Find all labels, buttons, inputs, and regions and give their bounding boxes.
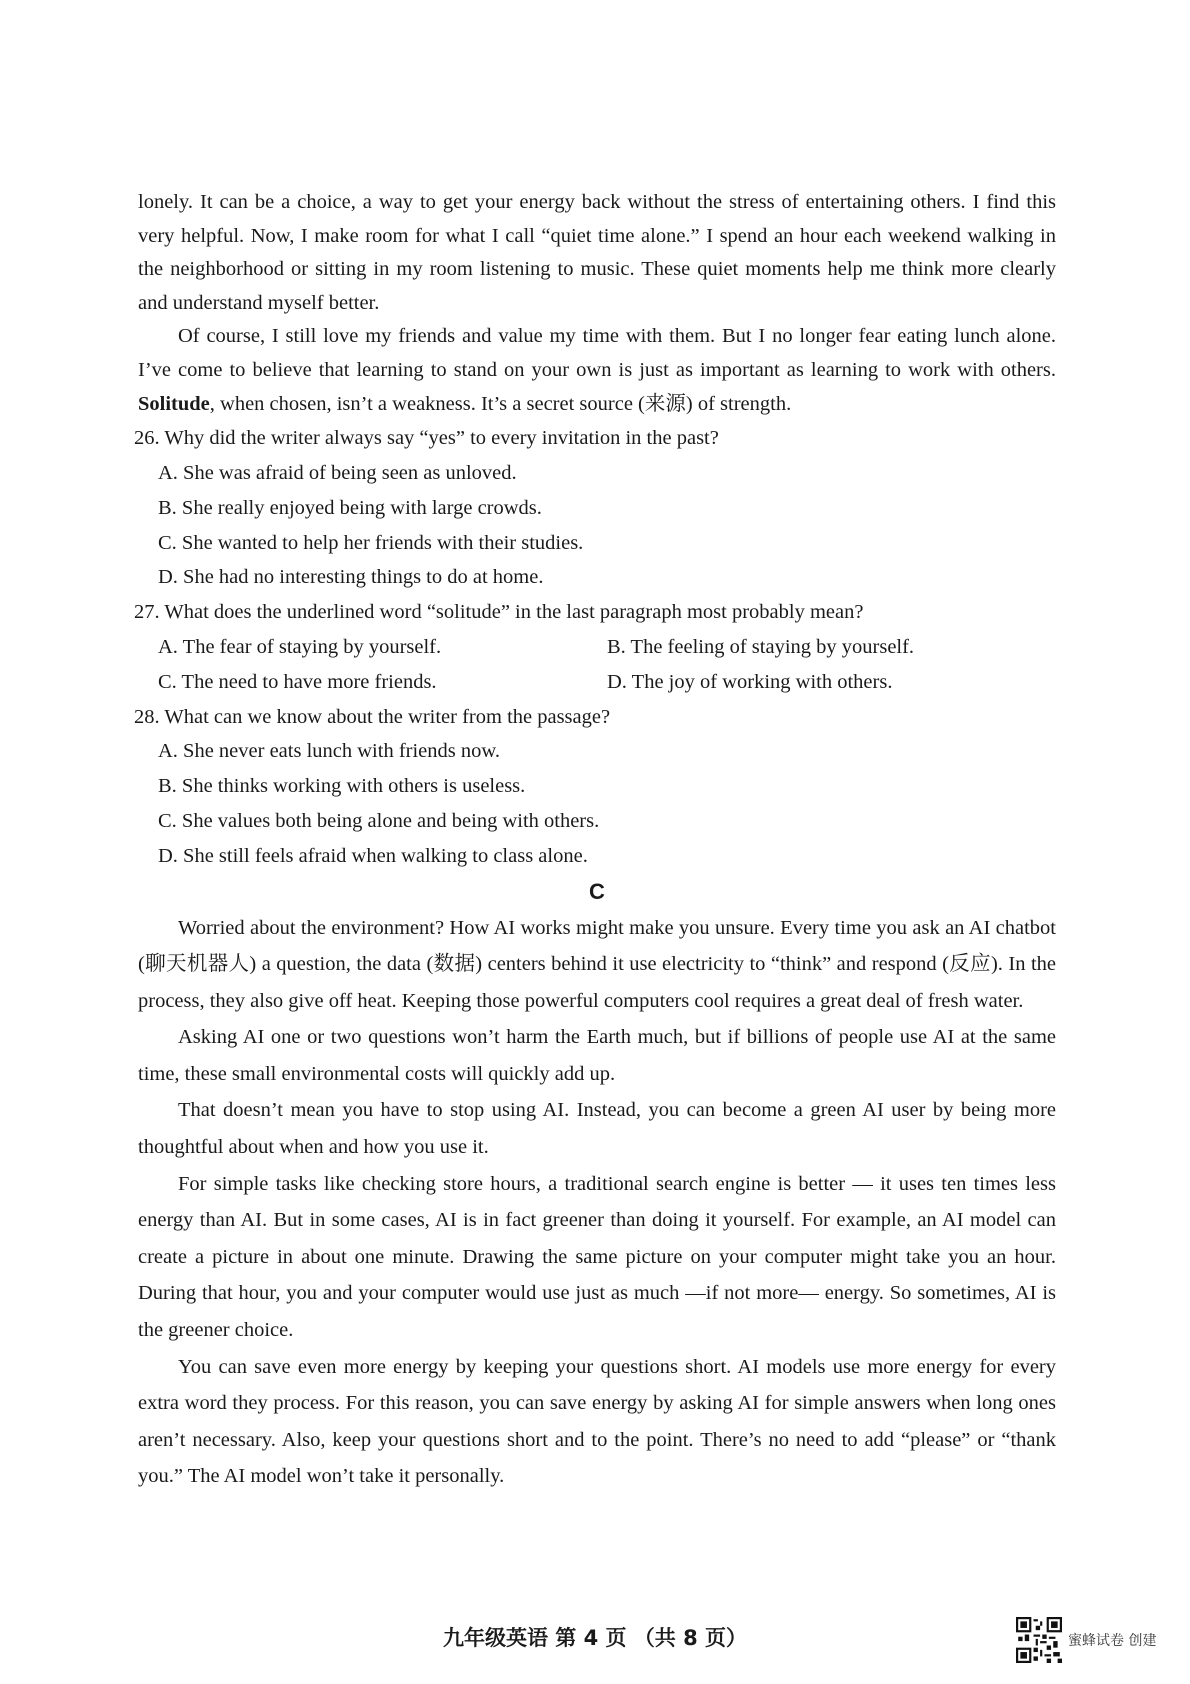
option-b: B. She thinks working with others is useless.	[158, 775, 526, 798]
question-stem: 28. What can we know about the writer from the passage?	[134, 705, 611, 728]
paragraph-text: Of course, I still love my friends and value my time with them. But I no longer fear eating lunch alone. I’ve come to believe that learning to stand on your own is just as important as learning to work with others.	[138, 325, 1056, 381]
watermark	[1016, 1617, 1156, 1663]
question-26	[134, 421, 1056, 595]
passage-c	[138, 910, 1056, 1496]
page-content	[134, 186, 1056, 1495]
question-27	[134, 595, 1056, 699]
option-row	[138, 630, 1056, 665]
watermark-text: 蜜蜂试卷 创建	[1068, 1633, 1157, 1649]
passage-paragraph: For simple tasks like checking store hours, a traditional search engine is better — it uses ten times less energy than AI. But in some cases, AI is in fact greener than doing it yourself. For example, an AI model can create a picture in about one minute. Drawing the same picture on your computer might take you an hour. During that hour, you and your computer would use just as much —if not more— energy. So sometimes, AI is the greener choice.	[138, 1172, 1056, 1342]
paragraph-text: , when chosen, isn’t a weakness. It’s a secret source (来源) of strength.	[209, 392, 792, 415]
section-title: C	[589, 878, 605, 904]
option-a: A. She never eats lunch with friends now.	[158, 740, 500, 763]
qr-code-icon	[1016, 1617, 1062, 1663]
option-a: A. She was afraid of being seen as unloved.	[158, 461, 517, 484]
option-d: D. She had no interesting things to do at home.	[158, 566, 544, 589]
page-footer: 九年级英语 第 4 页 （共 8 页）	[442, 1626, 748, 1650]
passage-paragraph: Asking AI one or two questions won’t harm the Earth much, but if billions of people use AI at the same time, these small environmental costs will quickly add up.	[138, 1026, 1056, 1085]
question-stem: 26. Why did the writer always say “yes” to every invitation in the past?	[134, 427, 719, 450]
passage-paragraph: You can save even more energy by keeping your questions short. AI models use more energy for every extra word they process. For this reason, you can save energy by asking AI for simple answers when long ones aren’t necessary. Also, keep your questions short and to the point. There’s no need to add “please” or “thank you.” The AI model won’t take it personally.	[138, 1355, 1056, 1488]
question-28	[134, 700, 1056, 874]
underlined-word: Solitude	[138, 392, 210, 415]
passage-paragraph: Worried about the environment? How AI works might make you unsure. Every time you ask an AI chatbot (聊天机器人) a question, the data (数据) centers behind it use electricity to “think” and respond (反应). In the process, they also give off heat. Keeping those powerful computers cool requires a great deal of fresh water.	[138, 916, 1056, 1012]
option-b: B. The feeling of staying by yourself.	[607, 635, 915, 658]
option-c: C. She values both being alone and being with others.	[158, 809, 600, 832]
option-d: D. The joy of working with others.	[607, 670, 893, 693]
passage-paragraph: lonely. It can be a choice, a way to get your energy back without the stress of entertaining others. I find this very helpful. Now, I make room for what I call “quiet time alone.” I spend an hour each weekend walking in the neighborhood or sitting in my room listening to music. These quiet moments help me think more clearly and understand myself better.	[138, 191, 1056, 314]
passage-paragraph	[138, 320, 1056, 421]
question-stem: 27. What does the underlined word “solitude” in the last paragraph most probably mean?	[134, 601, 864, 624]
option-c: C. She wanted to help her friends with their studies.	[158, 531, 584, 554]
option-d: D. She still feels afraid when walking to class alone.	[158, 844, 588, 867]
option-c: C. The need to have more friends.	[158, 670, 437, 693]
passage-paragraph: That doesn’t mean you have to stop using AI. Instead, you can become a green AI user by being more thoughtful about when and how you use it.	[138, 1099, 1056, 1159]
option-row	[138, 665, 1056, 700]
option-b: B. She really enjoyed being with large crowds.	[158, 496, 542, 519]
option-a: A. The fear of staying by yourself.	[158, 635, 442, 658]
